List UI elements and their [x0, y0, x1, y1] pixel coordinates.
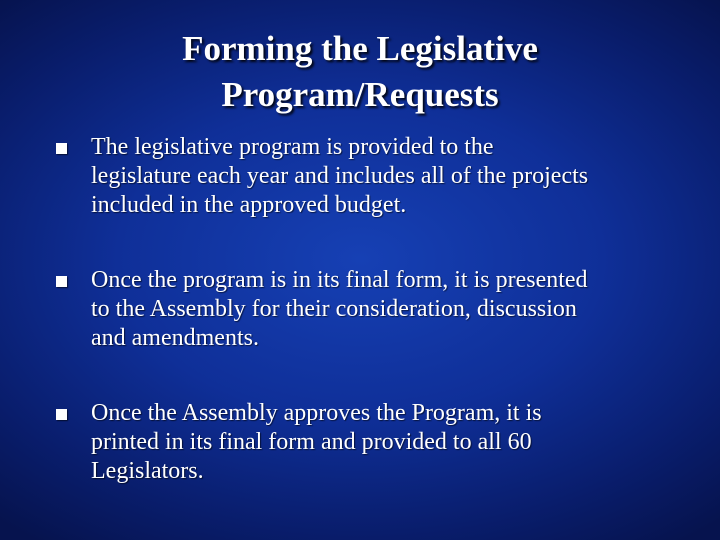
bullet-text-3-line-2: printed in its final form and provided to all 60 — [91, 429, 532, 455]
bullet-text-2-line-2: to the Assembly for their consideration, discussion — [91, 296, 577, 322]
square-bullet-icon — [56, 143, 67, 154]
bullet-item-1 — [56, 133, 686, 220]
square-bullet-icon — [56, 409, 67, 420]
slide-title — [60, 26, 660, 118]
slide-title-line-1: Forming the Legislative — [182, 29, 538, 68]
slide-title-line-2: Program/Requests — [221, 75, 499, 114]
bullet-list — [56, 133, 686, 532]
bullet-text-2-line-1: Once the program is in its final form, it is presented — [91, 267, 588, 293]
bullet-item-3 — [56, 399, 686, 486]
bullet-text-1-line-2: legislature each year and includes all of the projects — [91, 163, 589, 189]
bullet-text-1-line-1: The legislative program is provided to the — [91, 134, 494, 160]
bullet-item-2 — [56, 266, 686, 353]
bullet-text-3-line-1: Once the Assembly approves the Program, it is — [91, 400, 542, 426]
bullet-text-2-line-3: and amendments. — [91, 325, 259, 351]
bullet-text-3-line-3: Legislators. — [91, 458, 204, 484]
bullet-text-1-line-3: included in the approved budget. — [91, 192, 407, 218]
square-bullet-icon — [56, 276, 67, 287]
